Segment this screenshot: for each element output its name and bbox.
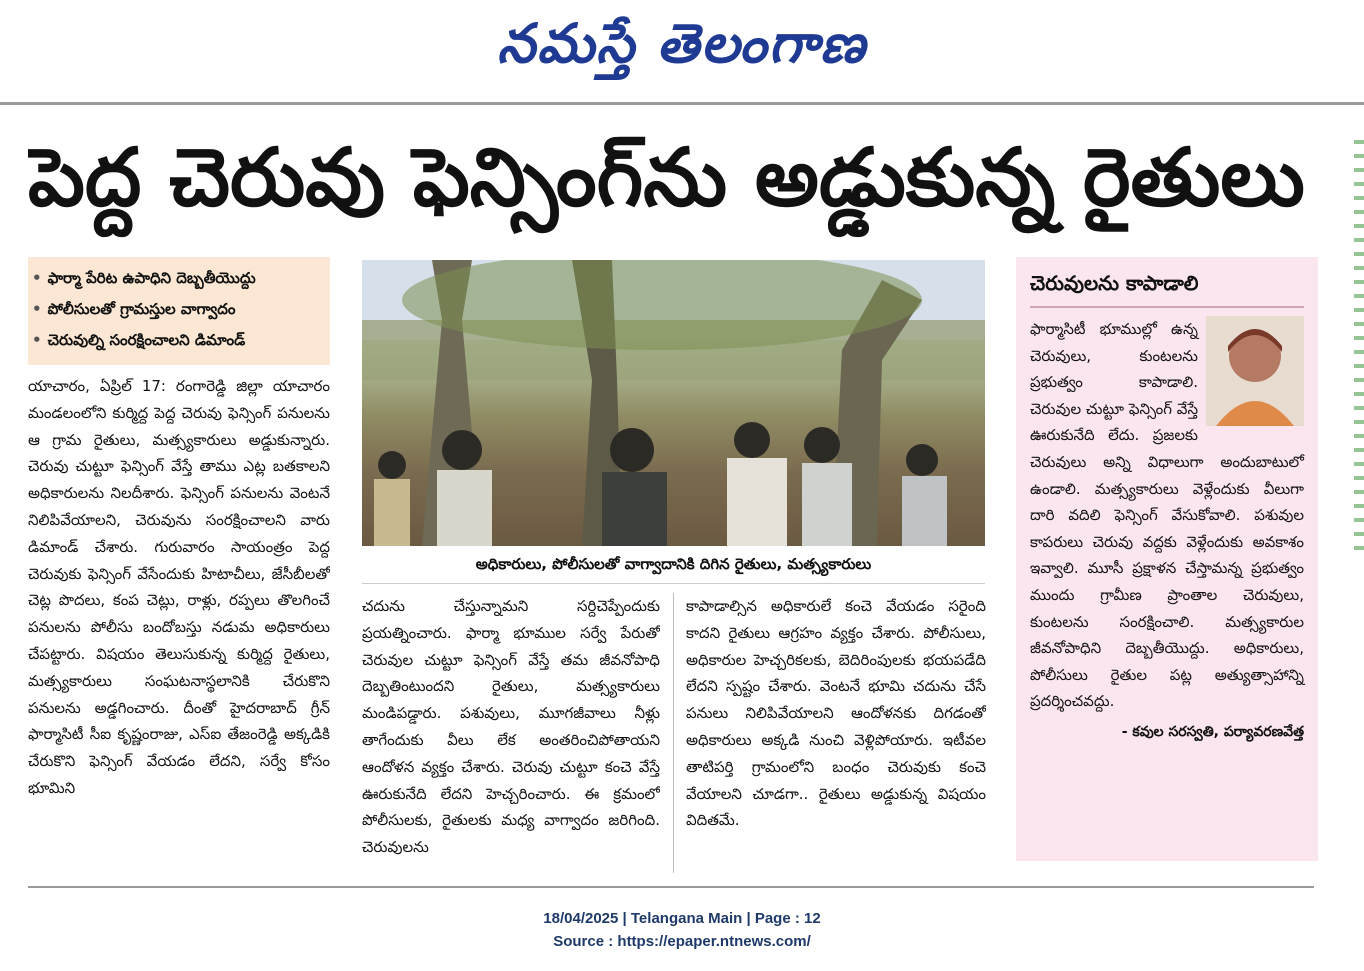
sidebar-box (1016, 257, 1318, 861)
headline: పెద్ద చెరువు ఫెన్సింగ్‌ను అడ్డుకున్న రైతులు (28, 131, 1305, 224)
signature: - కవుల సరస్వతి, పర్యావరణవేత్త (1121, 723, 1304, 740)
column-divider (673, 593, 674, 873)
bullet-point: • ఫార్మా పేరిట ఉపాధిని దెబ్బతీయొద్దు (32, 269, 256, 287)
masthead (0, 0, 1364, 100)
newspaper-logo: నమస్తే తెలంగాణ (497, 11, 867, 75)
bullet-points-box (28, 257, 330, 365)
bullet-point: • పోలీసులతో గ్రామస్తుల వాగ్వాదం (32, 300, 236, 318)
sidebar-title: చెరువులను కాపాడాలి (1030, 271, 1304, 308)
bullet-point: • చెరువుల్ని సంరక్షించాలని డిమాండ్ (32, 331, 246, 349)
news-photo (362, 260, 985, 546)
adjacent-page-edge (1354, 140, 1364, 560)
article-column-1 (28, 373, 330, 873)
footer-divider (28, 886, 1314, 888)
article-text: చదును చేస్తున్నామని సర్దిచెప్పేందుకు ప్రయత్నించారు. ఫార్మా భూముల సర్వే పేరుతో చెరువుల చుట్టూ ఫెన్సింగ్ వేస్తే తమ జీవనోపాధి దెబ్బతింటుందని రైతులు, మత్స్యకారులు మండిపడ్డారు. పశువులు, మూగజీవాలు నీళ్లు తాగేందుకు వీలు లేక అంతరించిపోతాయని ఆందోళన వ్యక్తం చేశారు. చెరువు చుట్టూ కంచె వేస్తే ఊరుకునేది లేదని హెచ్చరించారు. ఈ క్రమంలో పోలీసులకు, రైతులకు మధ్య వాగ్వాదం జరిగింది. చెరువులను (362, 597, 660, 857)
photo-caption: అధికారులు, పోలీసులతో వాగ్వాదానికి దిగిన రైతులు, మత్స్యకారులు (362, 555, 985, 584)
sidebar-body (1030, 316, 1304, 746)
article-text: కాపాడాల్సిన అధికారులే కంచె వేయడం సరైంది కాదని రైతులు ఆగ్రహం వ్యక్తం చేశారు. పోలీసులు, అధికారుల హెచ్చరికలకు, బెదిరింపులకు భయపడేది లేదని స్పష్టం చేశారు. వెంటనే భూమి చదును చేసే పనులు నిలిపివేయాలని ఆందోళనకు దిగడంతో అధికారులు అక్కడి నుంచి వెళ్లిపోయారు. ఇటీవల తాటిపర్తి గ్రామంలోని బంధం చెరువుకు కంచె వేయాలని చూడగా.. రైతులు అడ్డుకున్న విషయం విదితమే. (686, 597, 986, 830)
sidebar-text: ఫార్మాసిటీ భూముల్లో ఉన్న చెరువులు, కుంటలను ప్రభుత్వం కాపాడాలి. చెరువుల చుట్టూ ఫెన్సింగ్ వేస్తే ఊరుకునేది లేదు. ప్రజలకు చెరువులు అన్ని విధాలుగా అందుబాటులో ఉండాలి. మత్స్యకారులు వెళ్లేందుకు వీలుగా దారి వదిలి ఫెన్సింగ్ వేసుకోవాలి. పశువుల కాపరులు చెరువు వద్దకు వెళ్లేందుకు అవకాశం ఇవ్వాలి. మూసీ ప్రక్షాళన చేస్తామన్న ప్రభుత్వం ముందు గ్రామీణ ప్రాంతాల చెరువులు, కుంటలను సంరక్షించాలి. మత్స్యకారుల జీవనోపాధిని దెబ్బతీయొద్దు. అధికారులు, పోలీసులు రైతుల పట్ల అత్యుత్సాహాన్ని ప్రదర్శించవద్దు. (1030, 320, 1304, 711)
footer (0, 907, 1364, 953)
article-column-2 (362, 593, 660, 873)
article-text: యాచారం, ఏప్రిల్ 17: రంగారెడ్డి జిల్లా యాచారం మండలంలోని కుర్మిద్ద పెద్ద చెరువు ఫెన్సింగ్ పనులను ఆ గ్రామ రైతులు, మత్స్యకారులు అడ్డుకున్నారు. చెరువు చుట్టూ ఫెన్సింగ్ వేస్తే తాము ఎట్ల బతకాలని అధికారులను నిలదీశారు. ఫెన్సింగ్ పనులను వెంటనే నిలిపివేయాలని, చెరువును సంరక్షించాలని వారు డిమాండ్ చేశారు. గురువారం సాయంత్రం పెద్ద చెరువుకు ఫెన్సింగ్ వేసేందుకు హిటాచీలు, జేసీబీలతో చెట్ల పొదలు, కంప చెట్లు, రాళ్లు, రప్పలు తొలగించే పనులను పోలీసు బందోబస్తు నడుమ అధికారులు చేపట్టారు. విషయం తెలుసుకున్న కుర్మిద్ద రైతులు, మత్స్యకారులు సంఘటనాస్థలానికి చేరుకొని పనులను అడ్డగించారు. దీంతో హైదరాబాద్ గ్రీన్ ఫార్మాసిటీ సీఐ కృష్ణంరాజు, ఎస్ఐ తేజంరెడ్డి అక్కడికి చేరుకొని ఫెన్సింగ్ వేయడం లేదని, సర్వే కోసం భూమిని (28, 377, 330, 797)
masthead-divider (0, 102, 1364, 105)
portrait-photo (1206, 316, 1304, 426)
footer-date-page: 18/04/2025 | Telangana Main | Page : 12 (543, 910, 821, 927)
photo-illustration (362, 260, 985, 546)
footer-source: Source : https://epaper.ntnews.com/ (553, 933, 811, 950)
article-column-3 (686, 593, 986, 873)
